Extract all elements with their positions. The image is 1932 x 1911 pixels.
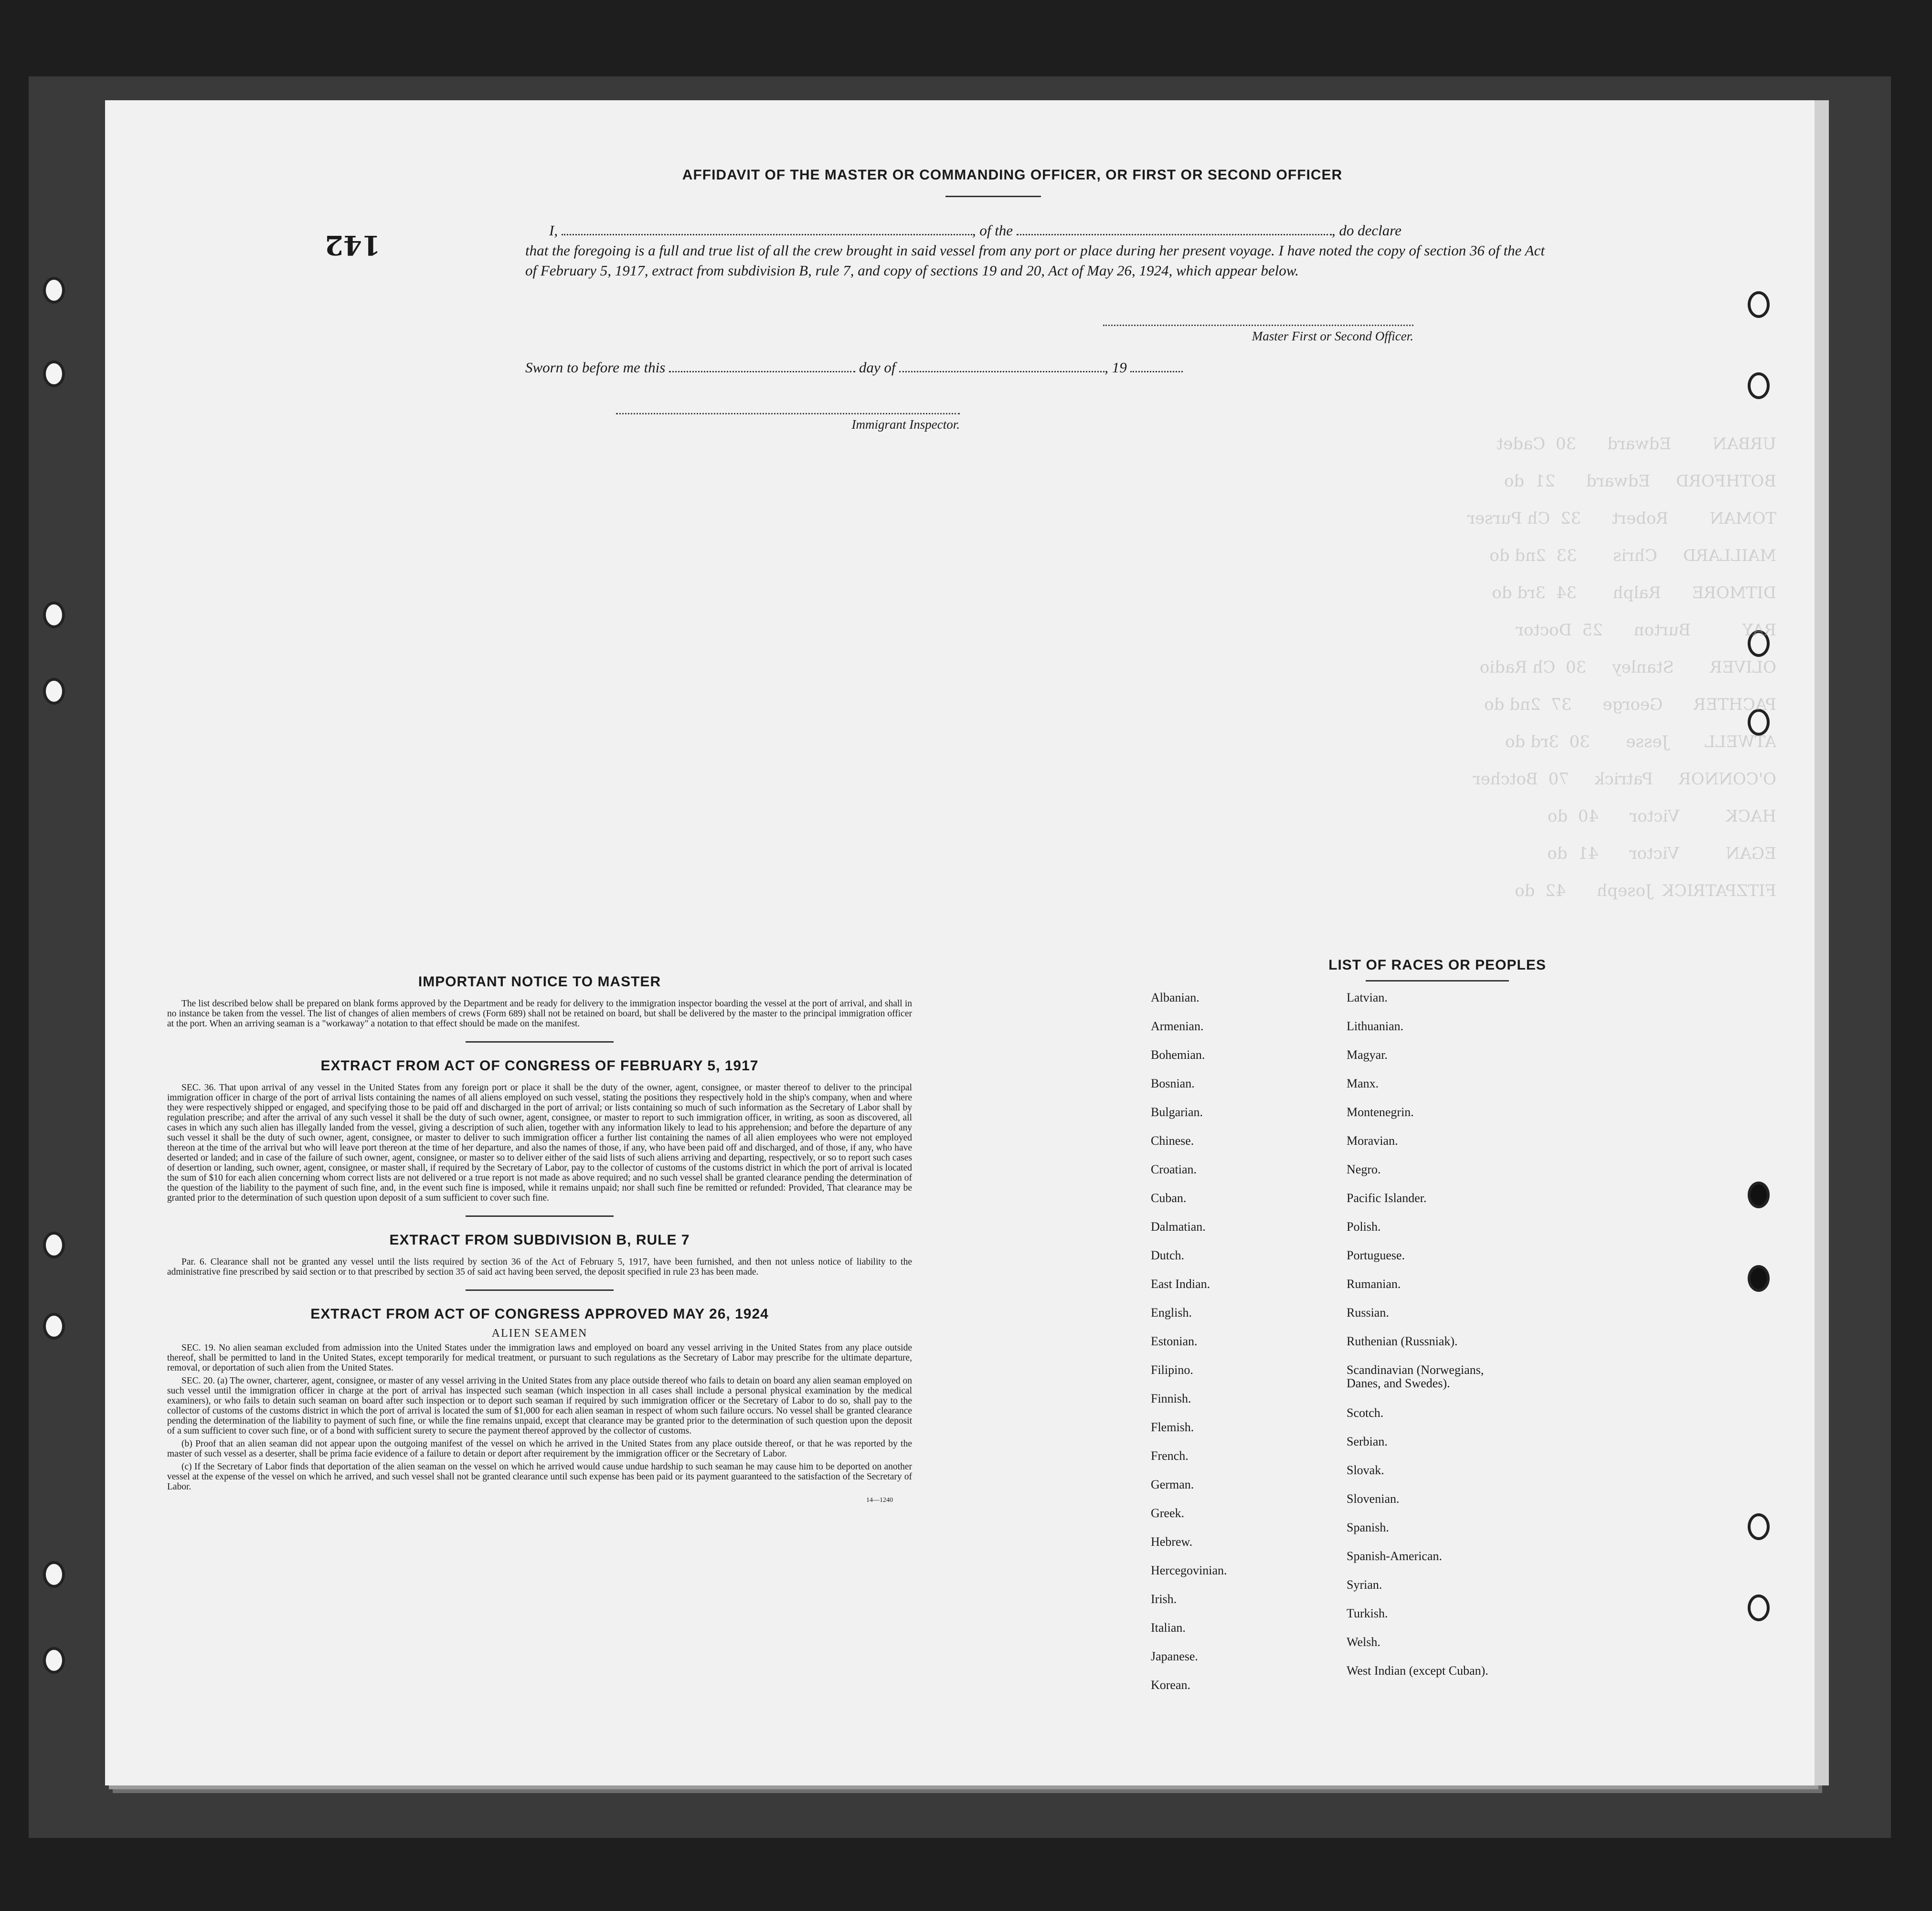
- ghost-row: OLIVER Stanley 30 Ch Radio: [1479, 658, 1776, 677]
- extract-1924-title: EXTRACT FROM ACT OF CONGRESS APPROVED MAY 26, 1924: [310, 1306, 769, 1322]
- punch-hole: [1748, 709, 1770, 736]
- race-item: Manx.: [1347, 1077, 1379, 1090]
- affidavit-i: I,: [549, 222, 558, 239]
- affidavit-heading: AFFIDAVIT OF THE MASTER OR COMMANDING OFFICER, OR FIRST OR SECOND OFFICER: [682, 167, 1343, 183]
- inspector-label: Immigrant Inspector.: [851, 417, 960, 432]
- race-item: Rumanian.: [1347, 1277, 1401, 1291]
- sworn-day-blank[interactable]: [669, 369, 855, 372]
- punch-hole: [43, 678, 65, 705]
- form-number: 14—1240: [866, 1497, 893, 1504]
- sworn-year-blank[interactable]: [1130, 369, 1183, 372]
- race-item: East Indian.: [1151, 1277, 1210, 1291]
- sec20a-paragraph: SEC. 20. (a) The owner, charterer, agent, consignee, or master of any vessel arriving in the United States from any place outside thereof who fails to detain on board any alien seaman employed on such vessel until the immigration officer in charge at the port of arrival has inspected such seaman (which inspection in all cases shall include a personal physical examination by the medical examiners), or who fails to detain such seaman on board after such inspection or to deport such seaman if required by such immigration officer or the Secretary of Labor to do so, shall pay to the collector of customs of the customs district in which the port of arrival is located the sum of $1,000 for each alien seaman in respect of whom such failure occurs. No vessel shall be granted clearance pending the determination of the liability to payment of such fine, or while the fine remains unpaid, except that clearance may be granted prior to the determination of such question upon the deposit of a sum sufficient to cover such fine, or of a bond with sufficient surety to secure the payment thereof approved by the collector of customs.: [167, 1376, 912, 1436]
- ghost-row: FITZPATRICK Joseph 42 do: [1515, 881, 1776, 900]
- race-item: Ruthenian (Russniak).: [1347, 1334, 1458, 1348]
- ghost-row: PACHTER George 37 2nd do: [1484, 695, 1776, 714]
- race-item: Estonian.: [1151, 1334, 1198, 1348]
- signature-label: Master First or Second Officer.: [1252, 329, 1413, 343]
- race-item: Pacific Islander.: [1347, 1191, 1427, 1205]
- sworn-month-blank[interactable]: [899, 369, 1104, 372]
- race-item: Portuguese.: [1347, 1248, 1405, 1262]
- race-item: Bulgarian.: [1151, 1105, 1203, 1119]
- race-item: Finnish.: [1151, 1392, 1191, 1405]
- sec20c-paragraph: (c) If the Secretary of Labor finds that deportation of the alien seaman on the vessel on which he arrived would cause undue hardship to such seaman he may cause him to be deported on another vessel at the expense of the vessel on which he arrived, and such vessel shall not be granted clearance until such expense has been paid or its payment guaranteed to the satisfaction of the Secretary of Labor.: [167, 1462, 912, 1492]
- affidavit-declaration-line: [525, 221, 1547, 241]
- ghost-row: RAY Burton 25 Doctor: [1516, 621, 1776, 640]
- punch-hole: [43, 360, 65, 387]
- race-item: Albanian.: [1151, 991, 1200, 1004]
- sworn-line: [525, 359, 1337, 376]
- ghost-row: HACK Victor 40 do: [1547, 807, 1776, 826]
- affidavit-statement: that the foregoing is a full and true list of all the crew brought in said vessel from any port or place during her present voyage. I have noted the copy of section 36 of the Act of February 5, 1917, extract from subdivision B, rule 7, and copy of sections 19 and 20, Act of May 26, 1924, which appear below.: [525, 242, 1545, 279]
- race-item: Spanish.: [1347, 1520, 1389, 1534]
- signature-line[interactable]: [1103, 325, 1413, 344]
- ghost-row: DITMORE Ralph 34 3rd do: [1492, 583, 1776, 602]
- race-item: Filipino.: [1151, 1363, 1193, 1377]
- punch-hole: [43, 602, 65, 628]
- race-item: Montenegrin.: [1347, 1105, 1414, 1119]
- races-title-rule: [1366, 980, 1509, 982]
- section-divider: [466, 1215, 614, 1217]
- race-item: Croatian.: [1151, 1162, 1197, 1176]
- race-item: Magyar.: [1347, 1048, 1388, 1062]
- sworn-prefix: Sworn to before me this: [525, 359, 666, 376]
- race-item: Flemish.: [1151, 1420, 1194, 1434]
- race-item: Serbian.: [1347, 1435, 1388, 1448]
- notice-text: The list described below shall be prepared on blank forms approved by the Department and be ready for delivery to the immigration inspector boarding the vessel at the port of arrival, and shall in no instance be taken from the vessel. The list of changes of alien members of crews (Form 689) shall not be retained on board, but shall be delivered by the master to the principal immigration officer at the port. When an arriving seaman is a "workaway" a notation to that effect should be made on the manifest.: [167, 999, 912, 1029]
- section-divider: [466, 1041, 614, 1043]
- sworn-day-of: day of: [859, 359, 896, 376]
- ghost-row: BOTHFORD Edward 21 do: [1504, 472, 1776, 491]
- race-item: Slovak.: [1347, 1463, 1384, 1477]
- race-item: Lithuanian.: [1347, 1019, 1404, 1033]
- punch-hole: [1748, 630, 1770, 657]
- race-item: Armenian.: [1151, 1019, 1204, 1033]
- punch-hole: [1748, 1513, 1770, 1540]
- race-item: Syrian.: [1347, 1578, 1382, 1592]
- ghost-row: ATWELL Jesse 30 3rd do: [1505, 732, 1776, 751]
- ghost-row: MAILLARD Chris 33 2nd do: [1489, 546, 1776, 565]
- affidavit-do-declare: , do declare: [1331, 222, 1401, 239]
- punch-hole: [43, 1313, 65, 1340]
- race-item: Korean.: [1151, 1678, 1191, 1692]
- heading-rule: [945, 196, 1041, 197]
- race-item: French.: [1151, 1449, 1189, 1463]
- notice-title: IMPORTANT NOTICE TO MASTER: [418, 974, 661, 990]
- affidavit-body: [525, 221, 1547, 281]
- race-item: Bohemian.: [1151, 1048, 1205, 1062]
- ghost-row: URBAN Edward 30 Cadet: [1497, 434, 1776, 454]
- race-item: Cuban.: [1151, 1191, 1187, 1205]
- race-item: Greek.: [1151, 1506, 1185, 1520]
- race-item: Spanish-American.: [1347, 1549, 1443, 1563]
- races-title: LIST OF RACES OR PEOPLES: [1328, 957, 1546, 973]
- handwritten-number: 142: [325, 229, 381, 261]
- race-item: Negro.: [1347, 1162, 1381, 1176]
- extract-1917-text: SEC. 36. That upon arrival of any vessel in the United States from any foreign port or place it shall be the duty of the owner, agent, consignee, or master thereof to deliver to the principal immigration officer in charge of the port of arrival lists containing the names of all aliens employed on such vessel, stating the positions they respectively hold in the ship's company, when and where they were respectively shipped or engaged, and specifying those to be paid off and discharged in the port of arrival; or lists containing so much of such information as the Secretary of Labor shall by regulation prescribe; and after the arrival of any such vessel it shall be the duty of such owner, agent, consignee, or master to report to such immigration officer, in writing, as soon as discovered, all cases in which any such alien has illegally landed from the vessel, giving a description of such alien, together with any information likely to lead to his apprehension; and before the departure of any such vessel it shall be the duty of such owner, agent, consignee, or master to deliver to such immigration officer a further list containing the names of all alien employees who were not employed thereon at the time of the arrival but who will leave port thereon at the time of her departure, and also the names of those, if any, who have been paid off and discharged, and of those, if any, who have deserted or landed; and in case of the failure of such owner, agent, consignee, or master so to deliver either of the said lists of such aliens arriving and departing, respectively, or so to report such cases of desertion or landing, such owner, agent, consignee, or master shall, if required by the Secretary of Labor, pay to the collector of customs of the customs district in which the port of arrival is located the sum of $10 for each alien concerning whom correct lists are not delivered or a true report is not made as above required; and no such vessel shall be granted clearance pending the determination of the question of the liability to the payment of such fine, and, in the event such fine is imposed, while it remains unpaid; nor shall such fine be remitted or refunded: Provided, That clearance may be granted prior to the determination of such question upon deposit of a sum sufficient to cover such fine.: [167, 1083, 912, 1203]
- races-right-column: [1347, 991, 1614, 1693]
- punch-hole: [1748, 372, 1770, 399]
- race-item: Hercegovinian.: [1151, 1563, 1227, 1577]
- inspector-signature-line[interactable]: [616, 413, 960, 432]
- punch-hole: [1748, 1594, 1770, 1621]
- race-item: German.: [1151, 1478, 1194, 1491]
- extract-rule7-title: EXTRACT FROM SUBDIVISION B, RULE 7: [389, 1232, 690, 1248]
- legal-extracts: [167, 974, 912, 1504]
- race-item: Bosnian.: [1151, 1077, 1195, 1090]
- race-item: Hebrew.: [1151, 1535, 1193, 1549]
- race-item: Chinese.: [1151, 1134, 1194, 1148]
- races-list: [1151, 957, 1724, 1692]
- race-item: Dutch.: [1151, 1248, 1185, 1262]
- punch-hole: [43, 277, 65, 304]
- race-item: Russian.: [1347, 1306, 1389, 1320]
- section-divider: [466, 1289, 614, 1291]
- race-item: Moravian.: [1347, 1134, 1398, 1148]
- race-item: Welsh.: [1347, 1635, 1380, 1649]
- punch-hole: [1748, 1265, 1770, 1292]
- race-item: Italian.: [1151, 1621, 1186, 1635]
- race-item: Slovenian.: [1347, 1492, 1400, 1506]
- race-item: Polish.: [1347, 1220, 1381, 1234]
- sec20b-paragraph: (b) Proof that an alien seaman did not appear upon the outgoing manifest of the vessel on which he arrived in the United States from any place outside thereof, or that he was reported by the master of such vessel as a deserter, shall be prima facie evidence of a failure to detain or deport after requirement by the immigration officer or the Secretary of Labor.: [167, 1439, 912, 1459]
- sec19-paragraph: SEC. 19. No alien seaman excluded from admission into the United States under the immigration laws and employed on board any vessel arriving in the United States from any place outside thereof, shall be permitted to land in the United States, except temporarily for medical treatment, or pursuant to such regulations as the Secretary of Labor may prescribe for the ultimate departure, removal, or deportation of such alien from the United States.: [167, 1343, 912, 1373]
- manifest-page: [105, 100, 1815, 1785]
- race-item: Turkish.: [1347, 1606, 1388, 1620]
- affidavit-of-the: , of the: [972, 222, 1013, 239]
- paper-edge: [1815, 100, 1829, 1785]
- master-name-blank[interactable]: [562, 232, 972, 235]
- race-item: Scotch.: [1347, 1406, 1384, 1420]
- ghost-row: O'CONNOR Patrick 70 Botcher: [1473, 770, 1776, 789]
- race-item: Latvian.: [1347, 991, 1388, 1004]
- sworn-year: , 19: [1104, 359, 1127, 376]
- ghost-row: TOMAN Robert 32 Ch Purser: [1467, 509, 1776, 528]
- extract-rule7-text: Par. 6. Clearance shall not be granted any vessel until the lists required by section 36 of the Act of February 5, 1917, have been furnished, and then not unless notice of liability to the administrative fine prescribed by said section or to that prescribed by section 35 of said act having been served, the deposit specified in rule 23 has been made.: [167, 1257, 912, 1277]
- race-item: West Indian (except Cuban).: [1347, 1664, 1488, 1678]
- race-item: English.: [1151, 1306, 1192, 1320]
- vessel-name-blank[interactable]: [1017, 232, 1332, 235]
- punch-hole: [1748, 291, 1770, 318]
- race-item: Scandinavian (Norwegians, Danes, and Swedes).: [1347, 1363, 1484, 1390]
- race-item: Irish.: [1151, 1592, 1177, 1606]
- race-item: Dalmatian.: [1151, 1220, 1206, 1234]
- punch-hole: [43, 1647, 65, 1674]
- punch-hole: [1748, 1182, 1770, 1208]
- extract-1924-subtitle: ALIEN SEAMEN: [491, 1327, 588, 1340]
- ghost-row: EGAN Victor 41 do: [1547, 844, 1776, 863]
- punch-hole: [43, 1561, 65, 1588]
- race-item: Japanese.: [1151, 1649, 1198, 1663]
- punch-hole: [43, 1232, 65, 1258]
- extract-1917-title: EXTRACT FROM ACT OF CONGRESS OF FEBRUARY 5, 1917: [320, 1058, 759, 1074]
